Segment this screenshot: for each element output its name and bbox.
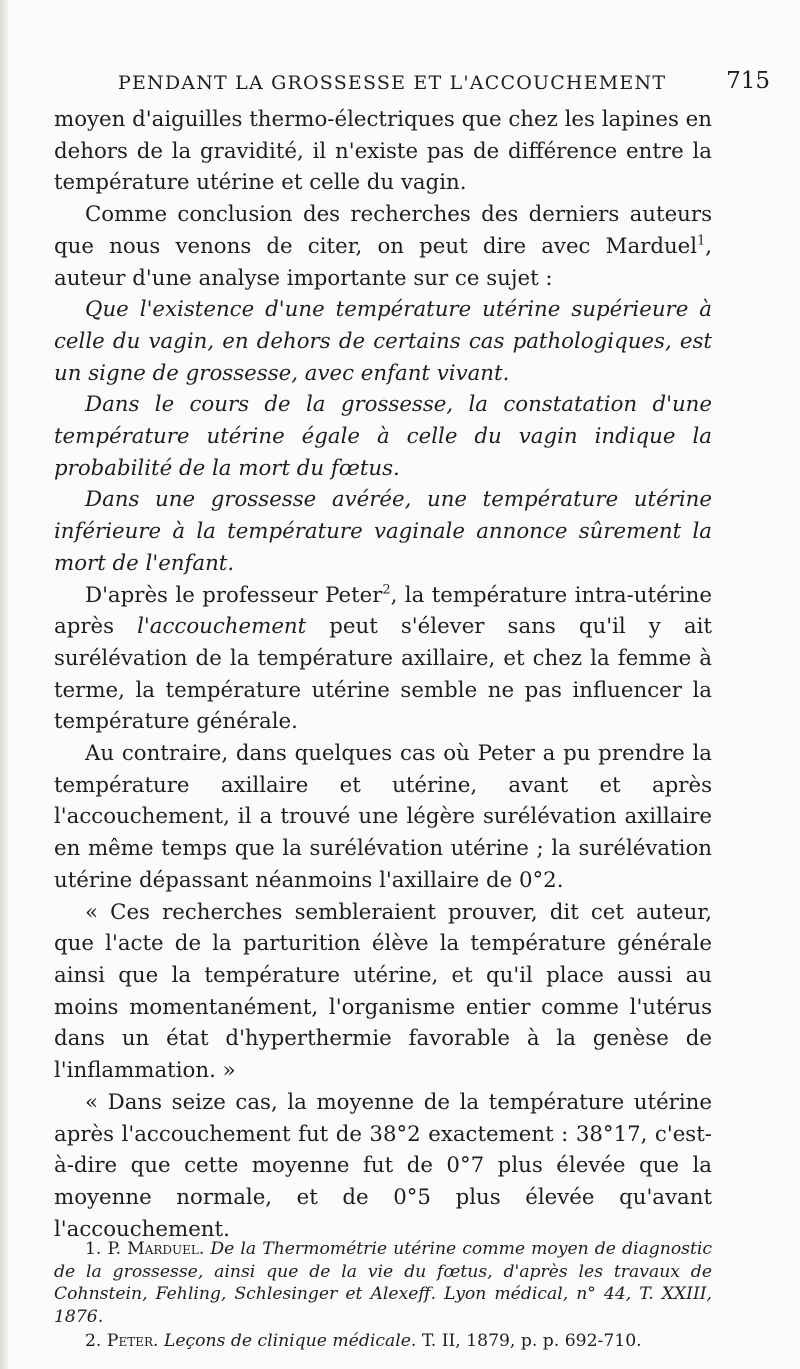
footnote-2-title: Leçons de clinique médicale.	[163, 1331, 417, 1351]
conclusion-2: Dans le cours de la grossesse, la constatation d'une température utérine égale à celle du vagin indique la probabilité de la mort du fœtus.	[54, 392, 712, 481]
body-text	[54, 104, 712, 1245]
paragraph-6-italic: l'accouchement	[137, 614, 307, 640]
running-head: PENDANT LA GROSSESSE ET L'ACCOUCHEMENT	[118, 72, 667, 94]
paragraph-6	[54, 580, 712, 739]
paragraph-6-mid: , la température intra-utérine après	[54, 582, 712, 640]
footnote-2	[54, 1330, 712, 1353]
paragraph-7: Au contraire, dans quelques cas où Peter a pu prendre la température axillaire et utérine, avant et après l'accouchement, il a trouvé une légère surélévation axillaire en même temps que la surélévation utérine ; la surélévation utérine dépassant néanmoins l'axillaire de 0°2.	[54, 741, 712, 893]
footnote-2-number: 2.	[85, 1331, 102, 1351]
footnote-ref-2: 2	[382, 582, 391, 598]
page-header	[118, 68, 770, 102]
paragraph-1: moyen d'aiguilles thermo-électriques que chez les lapines en dehors de la gravidité, il n'existe pas de différence entre la température utérine et celle du vagin.	[54, 107, 712, 196]
page-number: 715	[726, 68, 770, 94]
footnote-1-source: Lyon médical, n° 44, T. XXIII, 1876.	[54, 1284, 713, 1327]
paragraph-6-tail: peut s'élever sans qu'il y ait surélévation de la température axillaire, et chez la femme à terme, la température utérine semble ne pas influencer la température générale.	[54, 614, 712, 735]
paragraph-9-quote: « Dans seize cas, la moyenne de la température utérine après l'accouchement fut de 38°2 exactement : 38°17, c'est-à-dire que cette moyenne fut de 0°7 plus élevée que la moyenne normale, et de 0°5 plus élevée qu'avant l'accouchement.	[54, 1089, 712, 1242]
footnote-1	[54, 1238, 712, 1328]
paragraph-2-text: Comme conclusion des recherches des derniers auteurs que nous venons de citer, on peut dire avec Marduel	[54, 202, 712, 259]
paragraph-2	[54, 199, 712, 294]
footnote-1-number: 1.	[85, 1239, 102, 1259]
footnotes	[54, 1238, 712, 1353]
footnote-ref-1: 1	[697, 233, 706, 249]
footnote-1-author: P. Marduel.	[107, 1239, 205, 1259]
footnote-2-author: Peter.	[106, 1331, 159, 1351]
conclusion-1: Que l'existence d'une température utérine supérieure à celle du vagin, en dehors de certains cas pathologiques, est un signe de grossesse, avec enfant vivant.	[54, 297, 712, 386]
binding-edge	[0, 0, 8, 1369]
footnote-1-title: De la Thermométrie utérine comme moyen de diagnostic de la grossesse, ainsi que de la vie du fœtus, d'après les travaux de Cohnstein, Fehling, Schlesinger et Alexeff.	[54, 1239, 713, 1304]
conclusion-3: Dans une grossesse avérée, une température utérine inférieure à la température vaginale annonce sûrement la mort de l'enfant.	[54, 487, 712, 576]
paragraph-2-tail: , auteur d'une analyse importante sur ce sujet :	[54, 233, 712, 291]
footnote-2-source: T. II, 1879, p. p. 692-710.	[421, 1331, 642, 1351]
paragraph-8-quote: « Ces recherches sembleraient prouver, dit cet auteur, que l'acte de la parturition élève la température générale ainsi que la température utérine, et qu'il place aussi au moins momentanément, l'organisme entier comme l'utérus dans un état d'hyperthermie favorable à la genèse de l'inflammation. »	[54, 899, 712, 1084]
paragraph-6-text: D'après le professeur Peter	[85, 582, 383, 608]
